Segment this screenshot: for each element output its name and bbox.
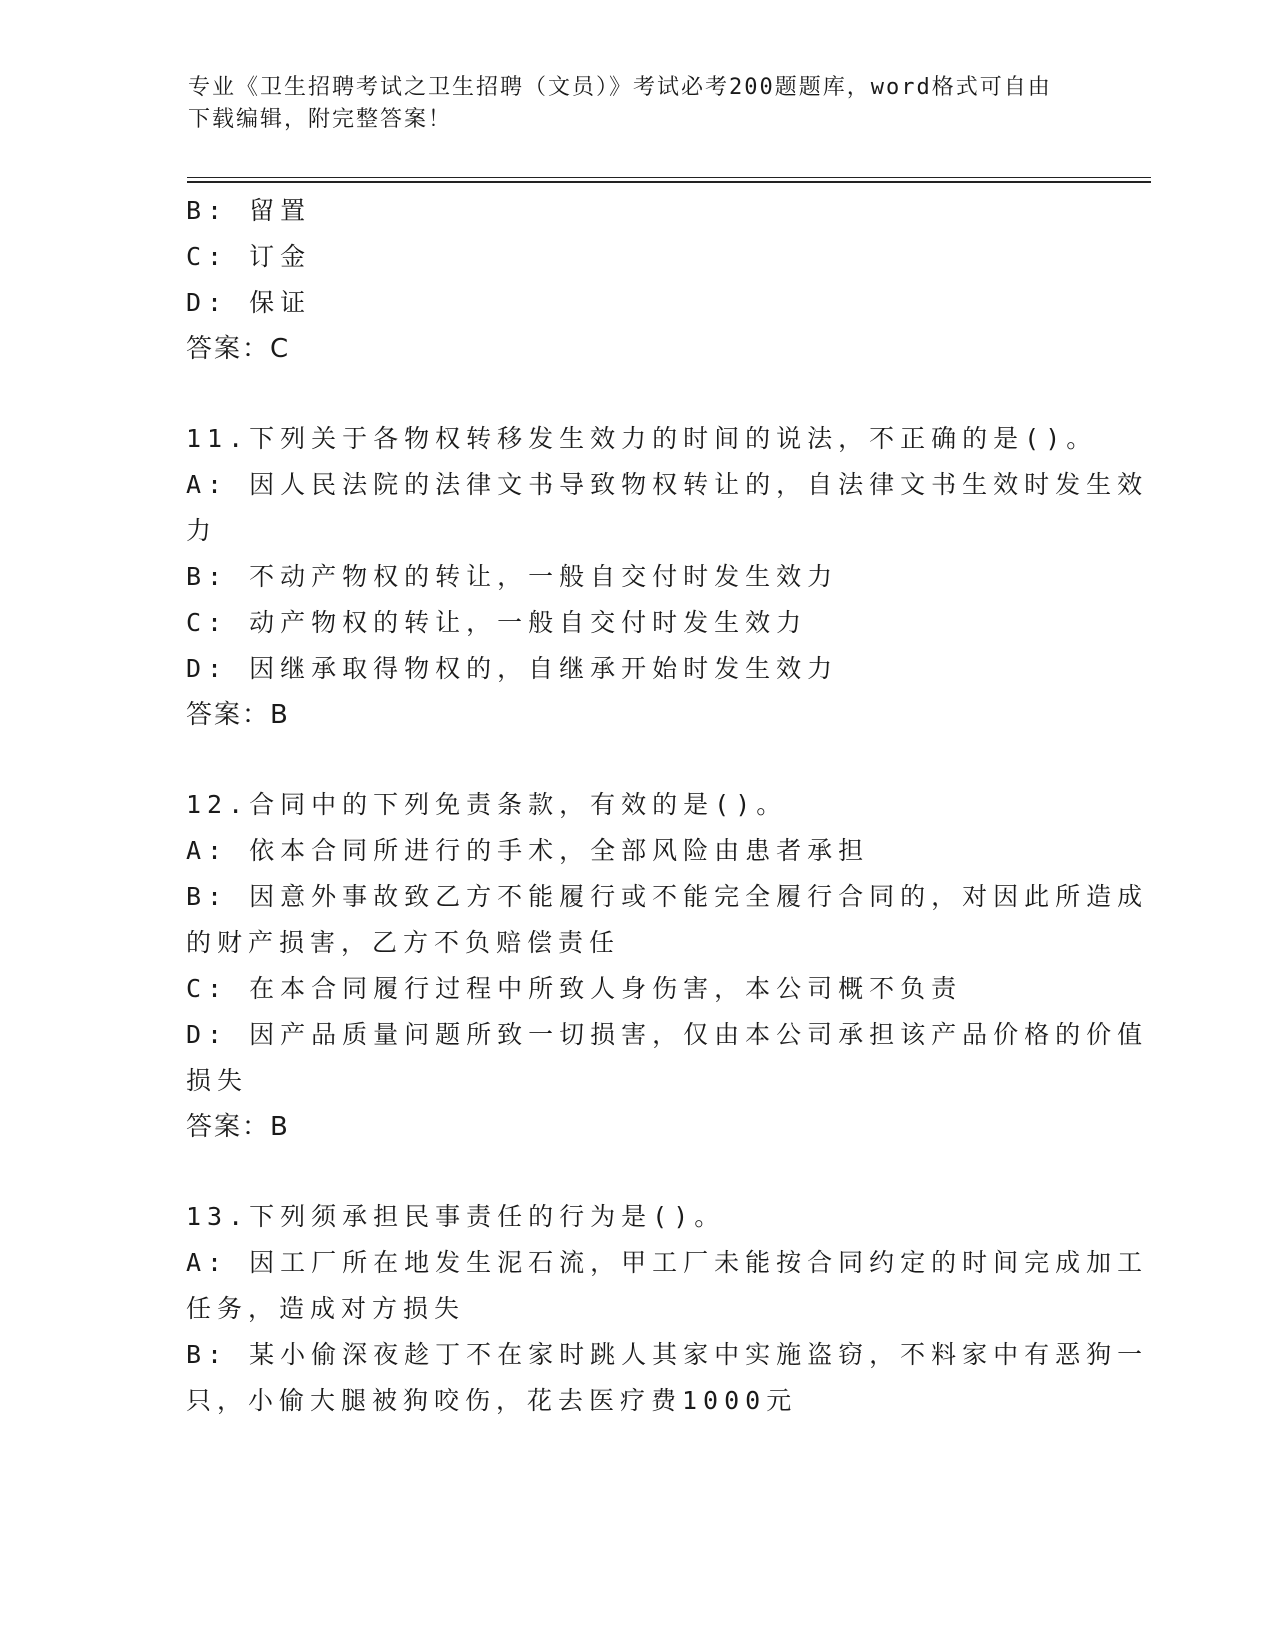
option-c: C: 订金 xyxy=(186,242,312,271)
header-divider xyxy=(187,177,1151,183)
option-d: D: 保证 xyxy=(186,288,312,317)
option-c: C: 动产物权的转让，一般自交付时发生效力 xyxy=(186,608,808,637)
question-block xyxy=(186,1194,1149,1424)
block-gap xyxy=(186,1150,1086,1194)
option-c: C: 在本合同履行过程中所致人身伤害，本公司概不负责 xyxy=(186,974,963,1003)
option-a-continued: 任务，造成对方损失 xyxy=(186,1294,466,1323)
option-d: D: 因产品质量问题所致一切损害，仅由本公司承担该产品价格的价值 xyxy=(186,1020,1149,1049)
document-header: 专业《卫生招聘考试之卫生招聘（文员）》考试必考200题题库，word格式可自由下载编辑，附完整答案！ xyxy=(188,75,1052,132)
option-b-continued: 只，小偷大腿被狗咬伤，花去医疗费1000元 xyxy=(186,1386,798,1415)
option-d: D: 因继承取得物权的，自继承开始时发生效力 xyxy=(186,654,839,683)
answer-line: 答案：C xyxy=(186,334,291,364)
block-gap xyxy=(186,372,1086,416)
question-text: 12.合同中的下列免责条款，有效的是()。 xyxy=(186,790,788,819)
option-a: A: 依本合同所进行的手术，全部风险由患者承担 xyxy=(186,836,870,865)
option-a-continued: 力 xyxy=(186,516,218,545)
question-content xyxy=(186,188,1149,1424)
option-b: B: 某小偷深夜趁丁不在家时跳人其家中实施盗窃，不料家中有恶狗一 xyxy=(186,1340,1149,1369)
question-block xyxy=(186,188,1086,372)
question-text: 11.下列关于各物权转移发生效力的时间的说法，不正确的是()。 xyxy=(186,424,1098,453)
option-b-continued: 的财产损害，乙方不负赔偿责任 xyxy=(186,928,621,957)
block-gap xyxy=(186,738,1086,782)
option-b: B: 留置 xyxy=(186,196,312,225)
answer-line: 答案：B xyxy=(186,700,290,730)
option-a: A: 因人民法院的法律文书导致物权转让的，自法律文书生效时发生效 xyxy=(186,470,1149,499)
option-a: A: 因工厂所在地发生泥石流，甲工厂未能按合同约定的时间完成加工 xyxy=(186,1248,1149,1277)
question-block xyxy=(186,782,1149,1150)
question-block xyxy=(186,416,1149,738)
answer-line: 答案：B xyxy=(186,1112,290,1142)
option-b: B: 不动产物权的转让，一般自交付时发生效力 xyxy=(186,562,839,591)
option-d-continued: 损失 xyxy=(186,1066,249,1095)
question-text: 13.下列须承担民事责任的行为是()。 xyxy=(186,1202,726,1231)
option-b: B: 因意外事故致乙方不能履行或不能完全履行合同的，对因此所造成 xyxy=(186,882,1149,911)
